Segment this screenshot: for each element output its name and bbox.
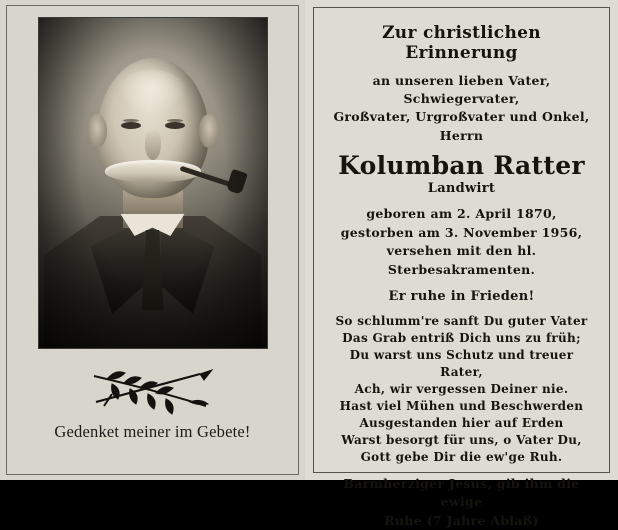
poem-line-5: Hast viel Mühen und Beschwerden (339, 399, 584, 414)
death-date-line: gestorben am 3. November 1956, (340, 224, 583, 240)
photo-vignette (39, 18, 267, 348)
memorial-poem (327, 313, 596, 466)
palm-and-sword-emblem-icon (78, 362, 228, 416)
portrait-photo (39, 18, 267, 348)
poem-line-8: Gott gebe Dir die ew'ge Ruh. (360, 450, 563, 465)
life-dates (327, 205, 596, 280)
memorial-heading: Zur christlichen Erinnerung (382, 23, 541, 63)
poem-line-7: Warst besorgt für uns, o Vater Du, (341, 433, 582, 448)
deceased-name: Kolumban Ratter (338, 151, 585, 181)
poem-line-1: So schlumm're sanft Du guter Vater (335, 313, 588, 328)
poem-line-3: Du warst uns Schutz und treuer Rater, (349, 348, 574, 380)
rest-in-peace: Er ruhe in Frieden! (388, 288, 535, 304)
memorial-caption: Gedenket meiner im Gebete! (54, 422, 251, 441)
closing-line-2: Ruhe (7 Jahre Ablaß) (384, 512, 539, 528)
memorial-card-text-side (305, 0, 618, 528)
honorific: Herrn (439, 128, 484, 144)
closing-line-1: Barmherziger Jesus, gib ihm die ewige (343, 476, 580, 510)
closing-prayer (327, 475, 596, 529)
memorial-card-photo-side (0, 0, 305, 480)
sacraments-line: versehen mit den hl. Sterbesakramenten. (386, 243, 537, 278)
poem-line-4: Ach, wir vergessen Deiner nie. (354, 382, 569, 397)
poem-line-2: Das Grab entriß Dich uns zu früh; (342, 331, 581, 345)
birth-date-line: geboren am 2. April 1870, (366, 205, 557, 221)
poem-line-6: Ausgestanden hier auf Erden (359, 416, 564, 431)
memorial-subtitle (327, 72, 596, 126)
deceased-occupation: Landwirt (427, 180, 496, 196)
subtitle-line-2: Großvater, Urgroßvater und Onkel, (333, 109, 590, 125)
subtitle-line-1: an unseren lieben Vater, Schwiegervater, (372, 73, 551, 107)
